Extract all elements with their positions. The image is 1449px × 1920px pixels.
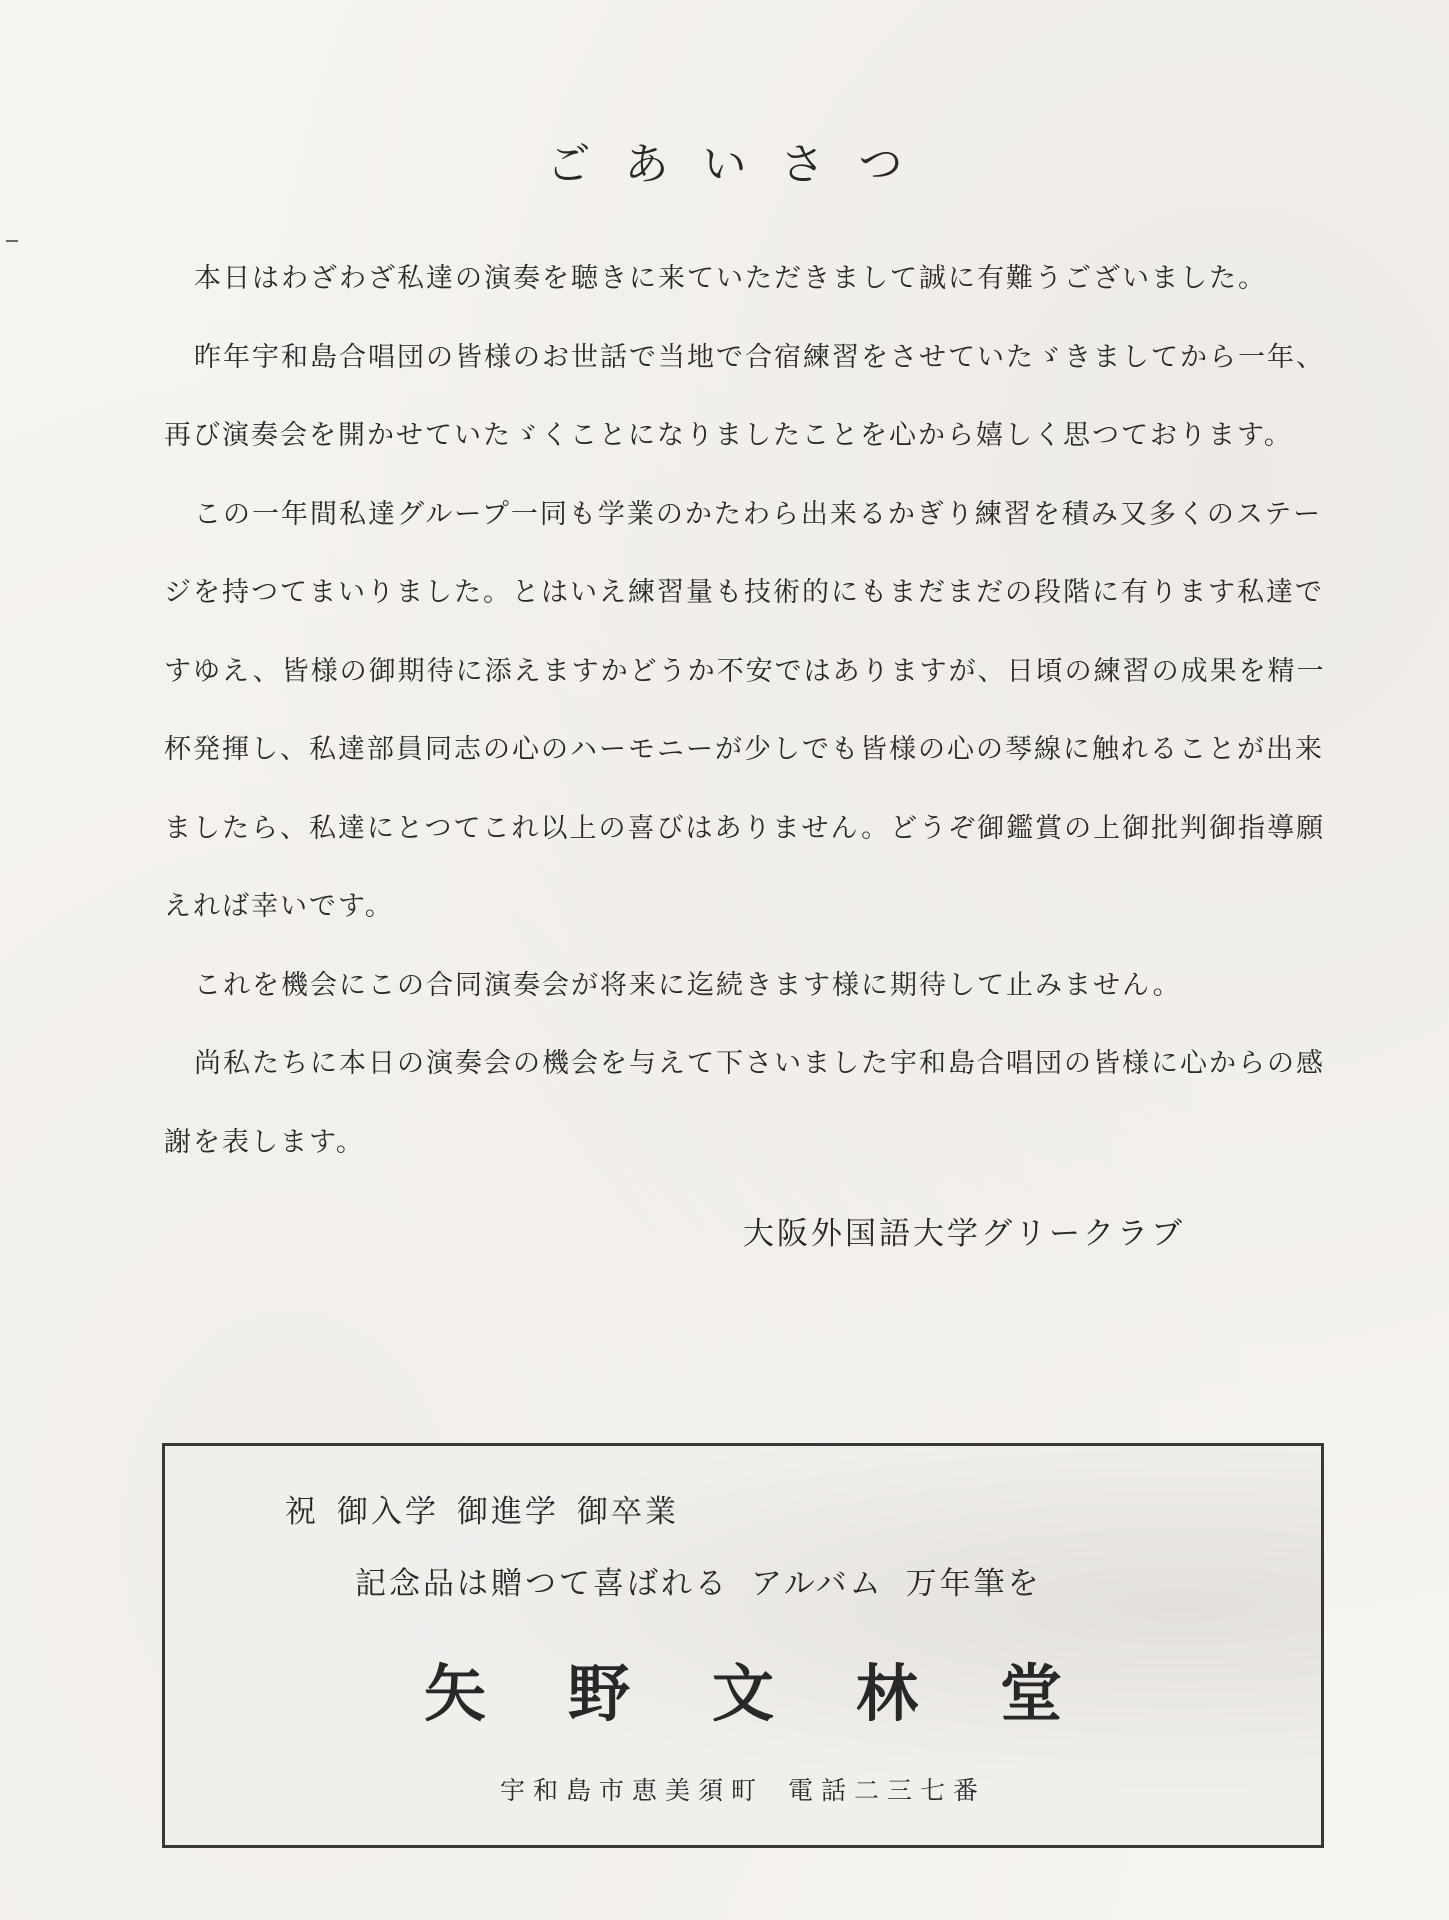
ad-congrats-word: 御卒業 — [577, 1494, 679, 1530]
ad-tagline-part: 記念品は贈つて喜ばれる — [355, 1566, 729, 1602]
paragraph: 昨年宇和島合唱団の皆様のお世話で当地で合宿練習をさせていたゞきましてから一年、再び演奏会を開かせていたゞくことになりましたことを心から嬉しく思つております。 — [164, 341, 1325, 451]
margin-mark — [6, 240, 18, 242]
ad-tagline-part: アルバム — [751, 1566, 884, 1602]
page-title: ごあいさつ — [546, 139, 937, 190]
ad-shop-name: 矢野文林堂 — [423, 1657, 1144, 1730]
advertisement-box — [162, 1443, 1324, 1848]
ad-tagline — [355, 1558, 1064, 1603]
ad-congrats-word: 祝 — [285, 1494, 319, 1530]
ad-phone: 電話二三七番 — [788, 1776, 987, 1805]
signature: 大阪外国語大学グリークラブ — [743, 1216, 1185, 1252]
ad-congrats-word: 御進学 — [457, 1494, 559, 1530]
ad-congratulations — [285, 1486, 697, 1531]
ad-contact — [165, 1771, 1321, 1807]
paragraph: 本日はわざわざ私達の演奏を聴きに来ていただきまして誠に有難うございました。 — [194, 263, 1267, 294]
ad-congrats-word: 御入学 — [337, 1494, 439, 1530]
ad-tagline-part: 万年筆を — [905, 1566, 1042, 1602]
paragraph: この一年間私達グループ一同も学業のかたわら出来るかぎり練習を積み又多くのステージを持つてまいりました。とはいえ練習量も技術的にもまだまだの段階に有ります私達ですゆえ、皆様の御期待に添えますかどうか不安ではありますが、日頃の練習の成果を精一杯発揮し、私達部員同志の心のハーモニーが少しでも皆様の心の琴線に触れることが出来ましたら、私達にとつてこれ以上の喜びはありません。どうぞ御鑑賞の上御批判御指導願えれば幸いです。 — [164, 498, 1326, 922]
ad-address: 宇和島市恵美須町 — [499, 1776, 764, 1805]
greeting-body — [164, 240, 1326, 1182]
paragraph: 尚私たちに本日の演奏会の機会を与えて下さいました宇和島合唱団の皆様に心からの感謝を表します。 — [164, 1048, 1325, 1158]
paragraph: これを機会にこの合同演奏会が将来に迄続きます様に期待して止みません。 — [194, 969, 1182, 1001]
